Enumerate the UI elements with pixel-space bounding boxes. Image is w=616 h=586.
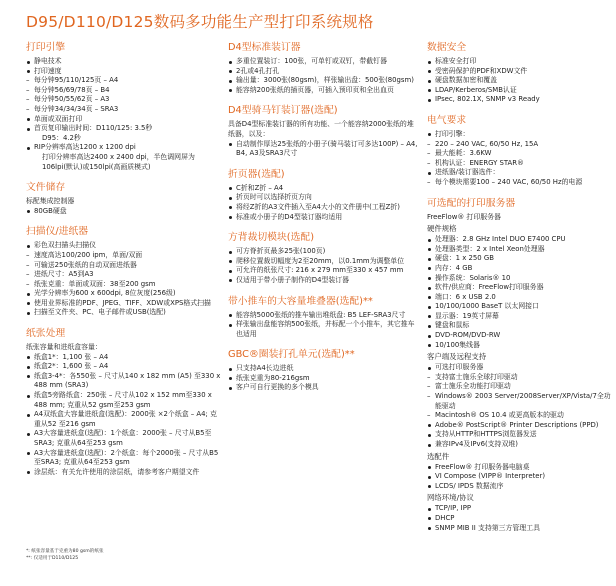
spec-item: LCDS/ IPDS 数据流序 [427,482,612,492]
spec-item: 硬盘数据加密和覆盖 [427,76,612,86]
spec-item: 端口：6 x USB 2.0 [427,293,612,303]
spec-item: C折和Z折 – A4 [228,184,418,194]
spec-item: 标配集成控制器 [26,197,75,206]
spec-item: 涂层纸：有关允许使用的涂层纸，请参考客户期望文件 [26,468,221,478]
spec-item: – Macintosh® OS 10.4 或更高版本的驱动 [427,411,612,421]
spec-item: 扫描至文件夹、PC、电子邮件或USB(选配) [26,308,221,318]
spec-item: 标准或小册子的D4型装订器均适用 [228,213,418,223]
section-heading: 纸张处理 [26,328,66,340]
spec-item: 打印速度 [26,67,221,77]
spec-item: 可方脊折页最多25张(100页) [228,247,418,257]
section-heading: 电气要求 [427,114,467,126]
spec-item: 进纸器/装订器选件： [427,168,612,178]
spec-section [427,115,612,188]
spec-section [228,349,418,393]
spec-item: 软件/供应商：FreeFlow打印服务器 [427,283,612,293]
spec-item: IPsec, 802.1X, SNMP v3 Ready [427,95,612,105]
spec-item: DHCP [427,514,612,524]
spec-item: 10/100集线器 [427,341,612,351]
spec-item: SNMP MIB II 支持第三方管理工具 [427,524,612,534]
spec-item: RIP分辨率高达1200 x 1200 dpi [26,143,221,153]
spec-item: LDAP/Kerberos/SMB认证 [427,86,612,96]
section-heading: 方背裁切模块(选配) [228,232,315,244]
section-heading: 可选配的打印服务器 [427,197,516,209]
spec-item: – 每分钟50/55/62页 – A3 [26,95,221,105]
spec-item: 彩色双扫描头扫描仪 [26,241,221,251]
subsection-heading: 选配件 [427,451,450,461]
spec-section [427,42,612,105]
spec-item: 光学分辨率为600 x 600dpi, 8位灰度(256级) [26,289,221,299]
spec-item: TCP/IP, IPP [427,504,612,514]
spec-section [228,296,418,340]
spec-item: 受密码保护的PDF和XDW文件 [427,67,612,77]
spec-item: 可允许的纸张尺寸: 216 x 279 mm至330 x 457 mm [228,266,418,276]
spec-section [228,42,418,95]
column-middle [228,42,418,403]
spec-item: 支持从HTTP和HTTPS浏览器发送 [427,430,612,440]
section-heading: 数据安全 [427,42,467,53]
spec-item: 折页时可以选择折页方向 [228,193,418,203]
spec-item: 处理器类型：2 x Intel Xeon处理器 [427,245,612,255]
spec-item: A3大容量进纸盒(选配)：2个纸盒：每个2000张 – 尺寸从B5至SRA3; 克重从64至253 gsm [26,449,221,468]
spec-item: A3大容量进纸盒(选配)：1个纸盒：2000张 – 尺寸从B5至SRA3; 克重从64至253 gsm [26,429,221,448]
spec-item: 打印分辨率高达2400 x 2400 dpi，半色调网屏为106lpi(默认)或150lpi(高画质模式) [42,152,195,171]
spec-section [26,328,221,477]
spec-item: 具备D4型标准装订器的所有功能、一个能容纳2000张纸的堆纸器，以及： [228,120,414,138]
spec-item: FreeFlow® 打印服务器电脑桌 [427,463,612,473]
spec-item: D95：4.2秒 [42,133,81,142]
subsection-heading: 客户端及远程支持 [427,352,487,362]
section-heading: 带小推车的大容量堆叠器(选配)** [228,295,373,307]
spec-item: 客户可自行更换的多个模具 [228,383,418,393]
section-heading: 扫描仪/进纸器 [26,226,89,238]
section-heading: 文件储存 [26,182,66,194]
spec-item: FreeFlow® 打印服务器 [427,212,501,221]
section-heading: 打印引擎 [26,42,66,53]
spec-item: 可选打印服务器 [427,363,612,373]
spec-item: – 速度高达100/200 ipm，单面/双面 [26,251,221,261]
spec-section [228,105,418,158]
spec-item: – 支持富士施乐全球打印驱动 [427,373,612,383]
spec-item: A4双纸盒大容量进纸盒(选配)：2000张 ×2个纸盒 – A4; 克重从52 至216 gsm [26,410,221,429]
spec-item: 多重位置装订：100张，可单钉或双钉，带截钉器 [228,57,418,67]
spec-item: 只支持A4长边进纸 [228,364,418,374]
spec-item: 单面或双面打印 [26,115,221,125]
column-left [26,42,221,487]
spec-item: 首页复印输出时间：D110/125: 3.5秒 [26,124,221,134]
footnotes [26,548,104,562]
spec-section [26,182,221,216]
spec-item: 静电技术 [26,57,221,67]
spec-item: – 富士施乐全功能打印驱动 [427,382,612,392]
spec-item: – 最大能耗：3.6KW [427,149,612,159]
spec-item: 键盘和鼠标 [427,321,612,331]
section-heading: GBC®圈装打孔单元(选配)** [228,349,355,361]
spec-item: VI Compose (VIPP® Interpreter) [427,472,612,482]
spec-item: 使用业界标准的PDF、JPEG、TIFF、XDW或XPS格式扫描 [26,299,221,309]
spec-section [427,198,612,534]
spec-item: 纸张克重为80-216gsm [228,374,418,384]
footnote: **: 仅适用于D110/D125 [26,556,79,561]
spec-item: 打印引擎： [427,130,612,140]
spec-item: 纸张容量和进纸盒容量： [26,343,102,352]
spec-item: 硬盘：1 x 250 GB [427,254,612,264]
spec-item: – 纸张克重：单面或双面：38至200 gsm [26,280,221,290]
spec-item: 纸盒3-4*：各550张 – 尺寸从140 x 182 mm (A5) 至330 x 488 mm (SRA3) [26,372,221,391]
spec-item: – 每分钟56/69/78页 – B4 [26,86,221,96]
spec-item: 能容纳200张纸的插页器，可插入预印页和全出血页 [228,86,418,96]
spec-item: 80GB硬盘 [26,207,221,217]
spec-item: 能容纳5000张纸的推车输出堆纸盘: B5 LEF-SRA3尺寸 [228,311,418,321]
spec-item: – 每个模块需要100 – 240 VAC, 60/50 Hz的电源 [427,178,612,188]
spec-section [26,42,221,172]
spec-item: 兼容IPv4及IPv6(支持双堆) [427,440,612,450]
spec-item: 标准安全打印 [427,57,612,67]
spec-section [26,226,221,318]
spec-item: 仅适用于带小册子制作的D4型装订器 [228,276,418,286]
spec-section [228,232,418,285]
spec-item: 纸盒2*：1,600 张 – A4 [26,362,221,372]
spec-item: 纸盒1*：1,100 张 – A4 [26,353,221,363]
spec-item: – 机构认证：ENERGY STAR® [427,159,612,169]
spec-item: 自动制作厚达25张纸的小册子(骑马装订可多达100P) – A4, B4, A3及SRA3尺寸 [228,140,418,159]
spec-item: – 每分钟95/110/125页 – A4 [26,76,221,86]
spec-item: 处理器：2.8 GHz Intel DUO E7400 CPU [427,235,612,245]
spec-item: 操作系统：Solaris® 10 [427,274,612,284]
section-heading: 折页器(选配) [228,168,285,180]
spec-item: 2孔或4孔打孔 [228,67,418,77]
spec-item: Adobe® PostScript® Printer Descriptions (PPD) [427,421,612,431]
spec-item: 10/100/1000 BaseT 以太网接口 [427,302,612,312]
footnote: *: 纸张容量基于克重为80 gsm的纸张 [26,549,104,554]
spec-item: 纸盒5旁路纸盒：250张 – 尺寸从102 x 152 mm至330 x 488 mm; 克重从52 gsm至253 gsm [26,391,221,410]
column-right [427,42,612,543]
spec-item: 将经Z折的A3文件插入至A4大小的文件册中(工程Z折) [228,203,418,213]
section-heading: D4型骑马钉装订器(选配) [228,105,338,117]
spec-item: 显示器：19英寸屏幕 [427,312,612,322]
spec-item: – 可输送250张纸的自动双面进纸器 [26,261,221,271]
spec-section [228,169,418,222]
spec-item: DVD-ROM/DVD-RW [427,331,612,341]
subsection-heading: 网络环境/协议 [427,493,474,503]
page-title: D95/D110/D125数码多功能生产型打印系统规格 [26,13,374,31]
spec-item: 输出量：3000张(80gsm)，样张输出盘：500张(80gsm) [228,76,418,86]
spec-item: – 进纸尺寸：A5到A3 [26,270,221,280]
spec-item: – Windows® 2003 Server/2008Server/XP/Vista/7全功能驱动 [427,392,612,411]
spec-item: 内存：4 GB [427,264,612,274]
section-heading: D4型标准装订器 [228,42,301,53]
spec-item: 样张输出盘能容纳500张纸，并标配一个小推车，其它推车也适用 [228,320,418,339]
subsection-heading: 硬件规格 [427,224,457,234]
spec-item: 爬移位置裁切幅度为2至20mm，以0.1mm为调整单位 [228,257,418,267]
spec-item: – 每分钟34/34/34页 – SRA3 [26,105,221,115]
spec-item: – 220 – 240 VAC, 60/50 Hz, 15A [427,140,612,150]
